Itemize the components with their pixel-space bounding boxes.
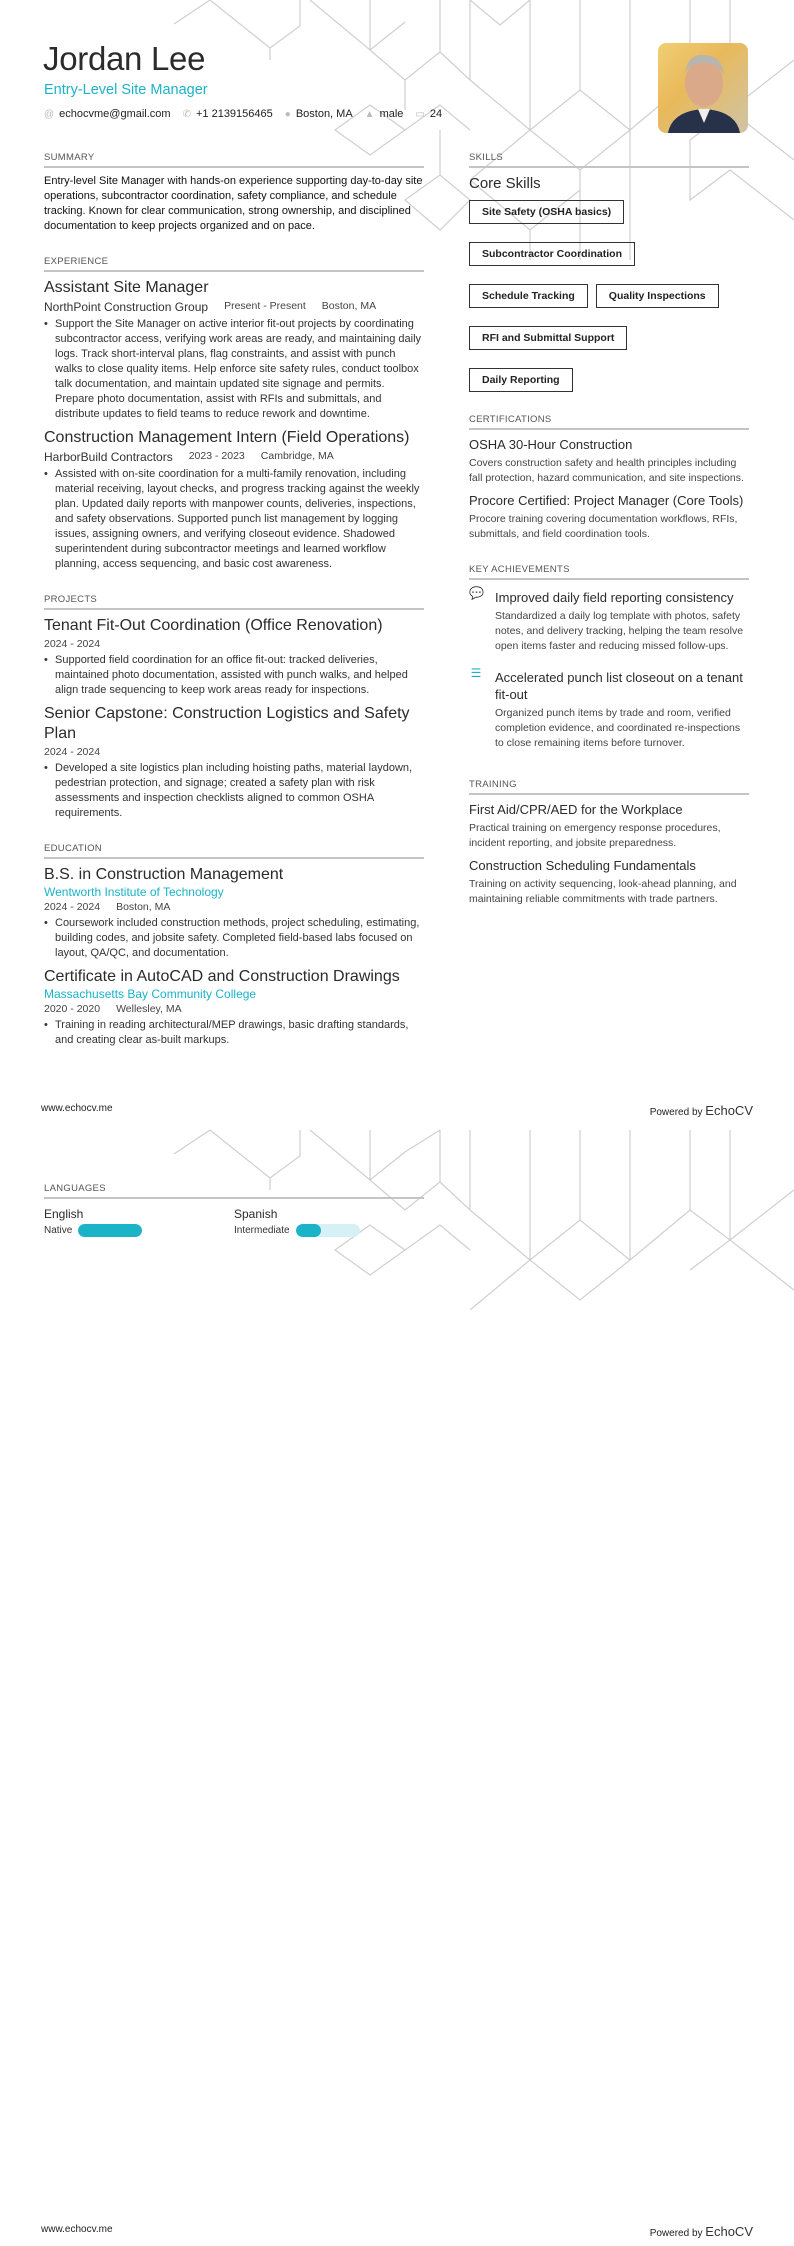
achievement-item bbox=[469, 666, 749, 757]
language-level-bar bbox=[296, 1224, 360, 1237]
achievement-desc: Organized punch items by trade and room, verified completion evidence, and coordinated re-inspections to close remaining items before turnover. bbox=[495, 707, 741, 749]
location: Wellesley, MA bbox=[116, 1003, 182, 1015]
degree: Certificate in AutoCAD and Construction Drawings bbox=[44, 968, 400, 985]
sliders-icon: ☰ bbox=[470, 666, 482, 680]
candidate-name: Jordan Lee bbox=[43, 40, 206, 77]
cert-desc: Procore training covering documentation workflows, RFIs, submittals, and field coordination tools. bbox=[469, 513, 738, 540]
skill-tags bbox=[469, 200, 749, 392]
email[interactable]: echocvme@gmail.com bbox=[59, 108, 171, 120]
summary-text: Entry-level Site Manager with hands-on experience supporting day-to-day site operations, subcontractor coordination, safety compliance, and schedule tracking. Known for clear communication, strong ownership, and disciplined documentation to keep projects organized and on pace. bbox=[44, 175, 423, 232]
skill-tag: Subcontractor Coordination bbox=[469, 242, 635, 266]
language-level: Intermediate bbox=[234, 1225, 290, 1236]
company: NorthPoint Construction Group bbox=[44, 300, 209, 314]
bullet: • Supported field coordination for an office fit-out: tracked deliveries, maintained photo documentation, assisted with punch walks, and helped align trade sequencing to keep work areas ready for inspections. bbox=[44, 653, 424, 698]
location-icon: ● bbox=[284, 108, 291, 120]
section-heading: LANGUAGES bbox=[44, 1183, 424, 1199]
location: Boston, MA bbox=[321, 300, 377, 312]
project-entry bbox=[44, 704, 424, 821]
company: HarborBuild Contractors bbox=[44, 450, 173, 464]
page-footer-2 bbox=[41, 2224, 753, 2239]
profile-photo bbox=[658, 43, 748, 133]
contact-info bbox=[44, 108, 442, 120]
bullet: • Developed a site logistics plan including hoisting paths, material laydown, pedestrian protection, and signage; created a safety plan with risk assessments and inspection checklists aligned to common OSHA requirements. bbox=[44, 761, 424, 821]
project-entry bbox=[44, 616, 424, 698]
skill-tag: Quality Inspections bbox=[596, 284, 719, 308]
person-icon: ▲ bbox=[364, 108, 375, 120]
calendar-icon: ▭ bbox=[415, 108, 425, 120]
degree: B.S. in Construction Management bbox=[44, 866, 284, 883]
bullet: • Support the Site Manager on active interior fit-out projects by coordinating subcontractor access, verifying work areas are ready, and maintaining daily logs. Track short-interval plans, flag constraints, and assist with punch walks to close quality items. Help enforce site safety rules, conduct toolbox talk documentation, and maintain updated site signage and permits. Prepare photo documentation, assist with RFIs and submittals, and distribute updates to field teams to reduce rework and downtime. bbox=[44, 317, 424, 422]
bullet: • Assisted with on-site coordination for a multi-family renovation, including material receiving, layout checks, and progress tracking against the weekly plan. Updated daily reports with manpower counts, deliveries, inspections, and safety observations. Supported punch list management by logging issues, assigning owners, and verifying closeout evidence. Shadowed superintendent during subcontractor meetings and learned workflow planning, access sequencing, and basic cost awareness. bbox=[44, 467, 424, 572]
achievement-item bbox=[469, 586, 749, 660]
certifications-section bbox=[469, 414, 749, 542]
achievement-title: Accelerated punch list closeout on a tenant fit-out bbox=[495, 670, 743, 702]
dates: 2024 - 2024 bbox=[44, 638, 101, 650]
language-level-bar bbox=[78, 1224, 142, 1237]
chat-bubble-icon: 💬 bbox=[469, 586, 484, 600]
project-title: Senior Capstone: Construction Logistics and Safety Plan bbox=[44, 705, 410, 742]
email-icon: @ bbox=[44, 108, 55, 120]
training-desc: Training on activity sequencing, look-ahead planning, and maintaining reliable commitments with trade partners. bbox=[469, 878, 737, 905]
location: Boston, MA bbox=[295, 108, 353, 120]
section-heading: CERTIFICATIONS bbox=[469, 414, 749, 430]
education-entry bbox=[44, 865, 424, 961]
skill-tag: Schedule Tracking bbox=[469, 284, 588, 308]
education-entry bbox=[44, 967, 424, 1048]
section-heading: TRAINING bbox=[469, 779, 749, 795]
achievements-section bbox=[469, 564, 749, 757]
achievement-desc: Standardized a daily log template with photos, safety notes, and delivery tracking, helping the team resolve open items faster and reducing missed follow-ups. bbox=[495, 610, 744, 652]
cert-title: OSHA 30-Hour Construction bbox=[469, 437, 633, 452]
project-title: Tenant Fit-Out Coordination (Office Renovation) bbox=[44, 617, 383, 634]
training-title: Construction Scheduling Fundamentals bbox=[469, 858, 696, 873]
education-section bbox=[44, 843, 424, 1048]
training-title: First Aid/CPR/AED for the Workplace bbox=[469, 802, 683, 817]
phone-icon: ✆ bbox=[182, 108, 191, 120]
section-heading: SKILLS bbox=[469, 152, 749, 168]
dates: 2023 - 2023 bbox=[188, 450, 245, 462]
cert-title: Procore Certified: Project Manager (Core Tools) bbox=[469, 493, 744, 508]
bullet: • Coursework included construction methods, project scheduling, estimating, building codes, and jobsite safety. Completed field-based labs focused on layout, QA/QC, and documentation. bbox=[44, 916, 424, 961]
school: Massachusetts Bay Community College bbox=[44, 987, 257, 1001]
section-heading: EXPERIENCE bbox=[44, 256, 424, 272]
training-desc: Practical training on emergency response procedures, incident reporting, and jobsite preparedness. bbox=[469, 822, 721, 849]
achievement-title: Improved daily field reporting consistency bbox=[495, 590, 734, 605]
skill-group-title: Core Skills bbox=[469, 175, 541, 192]
location: Boston, MA bbox=[116, 901, 171, 913]
location: Cambridge, MA bbox=[260, 450, 334, 462]
footer-powered: Powered by bbox=[649, 2228, 703, 2239]
experience-section bbox=[44, 256, 424, 572]
training-section bbox=[469, 779, 749, 907]
section-heading: PROJECTS bbox=[44, 594, 424, 610]
language-item bbox=[234, 1205, 424, 1237]
section-heading: SUMMARY bbox=[44, 152, 424, 168]
languages-section bbox=[44, 1183, 424, 1237]
cert-desc: Covers construction safety and health principles including fall protection, hazard communication, and site inspections. bbox=[469, 457, 744, 484]
footer-powered: Powered by bbox=[649, 1107, 703, 1118]
footer-site-link[interactable]: www.echocv.me bbox=[41, 1103, 113, 1114]
experience-entry bbox=[44, 278, 424, 422]
skills-section bbox=[469, 152, 749, 392]
bullet: • Training in reading architectural/MEP drawings, basic drafting standards, and creating clear as-built markups. bbox=[44, 1018, 424, 1048]
language-name: Spanish bbox=[234, 1207, 278, 1221]
left-column bbox=[44, 152, 424, 1070]
language-name: English bbox=[44, 1207, 84, 1221]
language-level: Native bbox=[44, 1225, 73, 1236]
gender: male bbox=[379, 108, 404, 120]
experience-entry bbox=[44, 428, 424, 572]
phone[interactable]: +1 2139156465 bbox=[195, 108, 273, 120]
footer-brand[interactable]: EchoCV bbox=[705, 2224, 753, 2239]
job-role: Construction Management Intern (Field Operations) bbox=[44, 429, 410, 446]
page-footer bbox=[41, 1103, 753, 1118]
summary-section bbox=[44, 152, 424, 234]
section-heading: EDUCATION bbox=[44, 843, 424, 859]
skill-tag: RFI and Submittal Support bbox=[469, 326, 627, 350]
skill-tag: Daily Reporting bbox=[469, 368, 573, 392]
projects-section bbox=[44, 594, 424, 821]
dates: 2020 - 2020 bbox=[44, 1003, 101, 1015]
section-heading: KEY ACHIEVEMENTS bbox=[469, 564, 749, 580]
dates: Present - Present bbox=[224, 300, 306, 312]
job-role: Assistant Site Manager bbox=[44, 279, 209, 296]
footer-site-link[interactable]: www.echocv.me bbox=[41, 2224, 113, 2235]
right-column bbox=[469, 152, 749, 929]
dates: 2024 - 2024 bbox=[44, 901, 101, 913]
skill-tag: Site Safety (OSHA basics) bbox=[469, 200, 624, 224]
candidate-title: Entry-Level Site Manager bbox=[44, 82, 208, 98]
dates: 2024 - 2024 bbox=[44, 746, 101, 758]
age: 24 bbox=[429, 108, 443, 120]
language-item bbox=[44, 1205, 234, 1237]
school: Wentworth Institute of Technology bbox=[44, 885, 224, 899]
footer-brand[interactable]: EchoCV bbox=[705, 1103, 753, 1118]
